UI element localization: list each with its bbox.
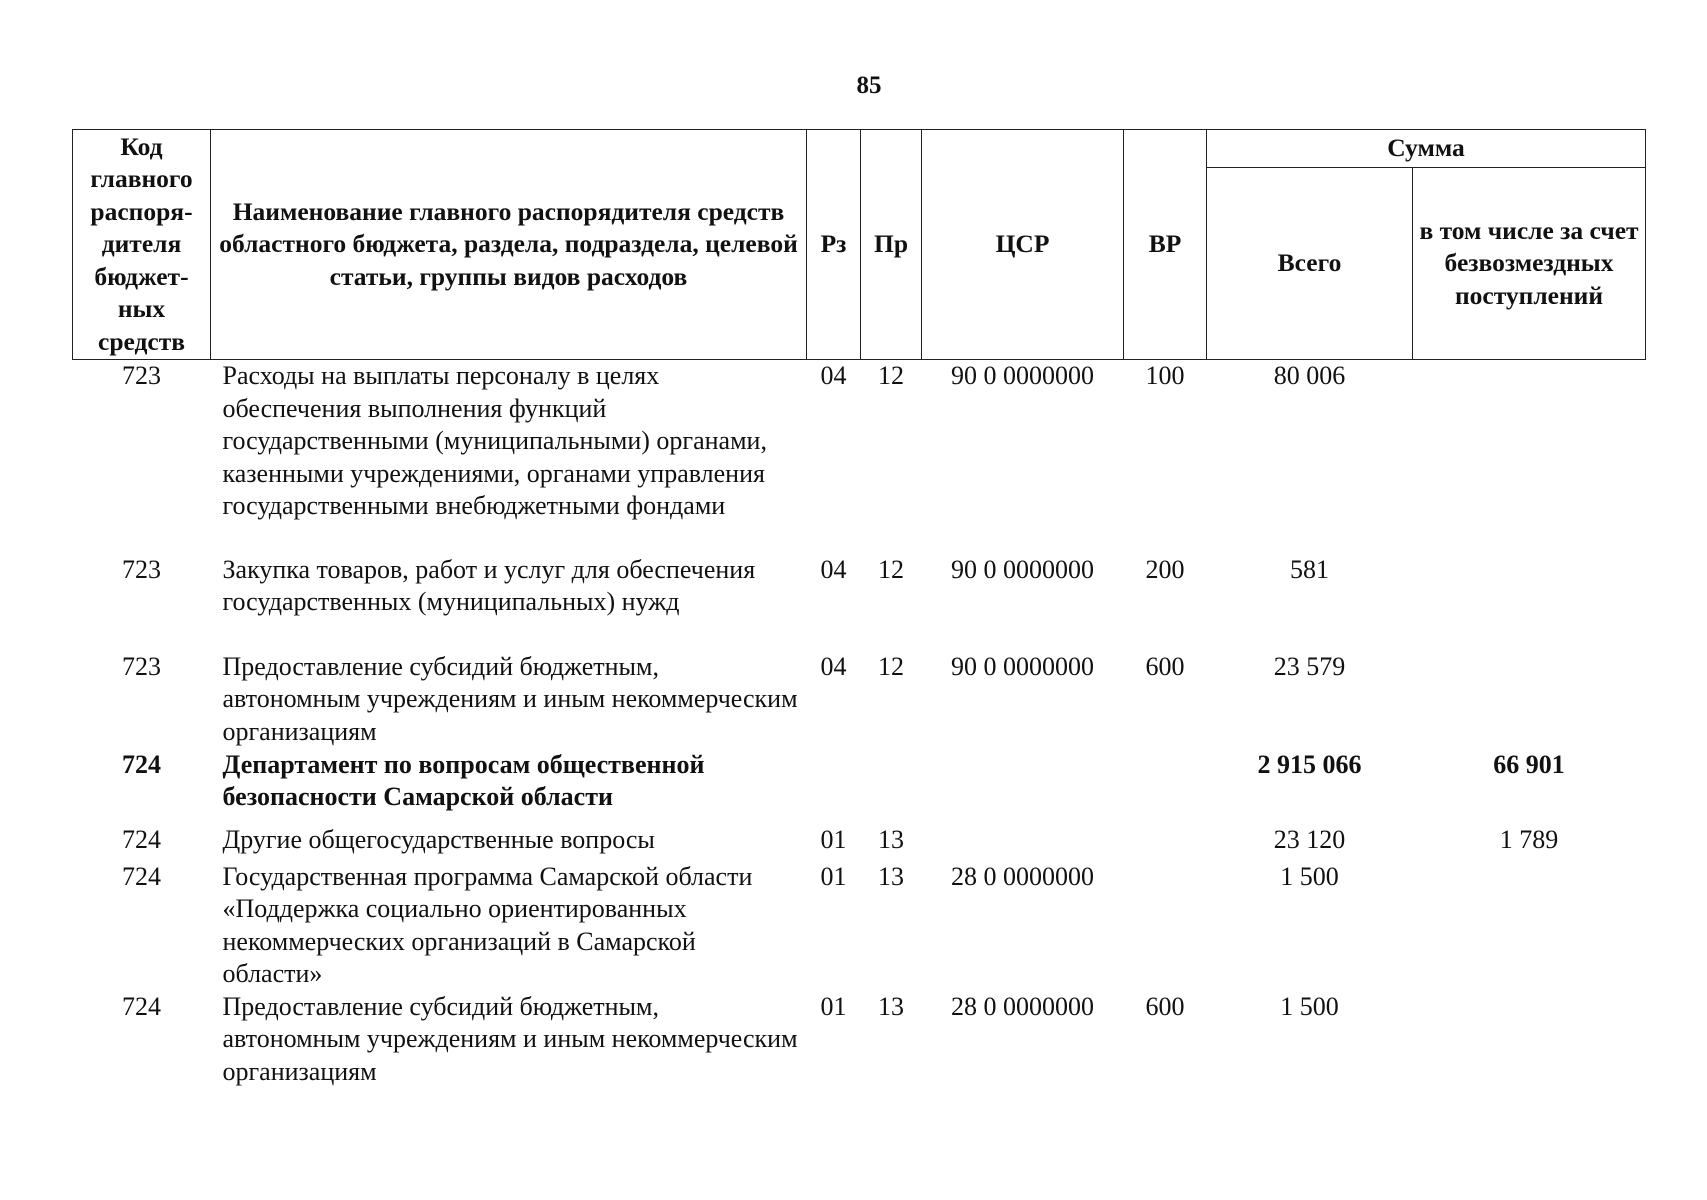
cell-total: 581 bbox=[1290, 554, 1329, 584]
cell-csr: 90 0 0000000 bbox=[951, 361, 1094, 390]
cell-name: Предоставление субсидий бюджетным, автономным учреждениям и иным некоммерческим организациям bbox=[222, 991, 798, 1086]
header-rz: Рз bbox=[807, 130, 861, 360]
cell-incl bbox=[1413, 861, 1646, 991]
header-pr: Пр bbox=[861, 130, 922, 360]
cell-vr bbox=[1124, 861, 1207, 991]
cell-name: Закупка товаров, работ и услуг для обеспечения государственных (муниципальных) нужд bbox=[222, 554, 756, 616]
cell-rz: 01 bbox=[820, 991, 847, 1021]
cell-incl bbox=[1413, 554, 1646, 651]
cell-code: 723 bbox=[122, 651, 161, 681]
cell-csr: 28 0 0000000 bbox=[951, 861, 1094, 891]
cell-total: 80 006 bbox=[1273, 361, 1346, 390]
table-header bbox=[73, 130, 1646, 360]
cell-vr bbox=[1124, 824, 1207, 861]
cell-vr: 200 bbox=[1145, 554, 1185, 584]
table-row bbox=[73, 824, 1646, 861]
budget-table bbox=[72, 129, 1646, 1091]
cell-rz: 04 bbox=[820, 361, 847, 390]
cell-vr: 100 bbox=[1145, 361, 1185, 390]
header-row-top bbox=[73, 130, 1646, 168]
table-body bbox=[73, 360, 1646, 1091]
header-csr: ЦСР bbox=[922, 130, 1124, 360]
cell-name: Расходы на выплаты персоналу в целях обеспечения выполнения функций государственными (муниципальными) органами, казенными учреждениями, органами управления государственными внебюджетными фондами bbox=[222, 361, 767, 520]
cell-code: 724 bbox=[122, 861, 161, 891]
cell-vr: 600 bbox=[1145, 991, 1185, 1021]
cell-csr bbox=[922, 749, 1124, 824]
cell-total: 23 579 bbox=[1273, 651, 1346, 681]
cell-csr bbox=[922, 824, 1124, 861]
cell-code: 724 bbox=[122, 749, 161, 779]
cell-name: Департамент по вопросам общественной безопасности Самарской области bbox=[222, 749, 705, 811]
cell-pr: 13 bbox=[878, 824, 904, 854]
table-row bbox=[73, 861, 1646, 991]
cell-total: 1 500 bbox=[1280, 991, 1339, 1021]
cell-pr bbox=[861, 749, 922, 824]
header-name: Наименование главного распорядителя средств областного бюджета, раздела, подраздела, целевой статьи, группы видов расходов bbox=[211, 130, 807, 360]
cell-rz: 01 bbox=[820, 861, 847, 891]
cell-name: Другие общегосударственные вопросы bbox=[222, 824, 655, 854]
cell-vr bbox=[1124, 749, 1207, 824]
cell-pr: 12 bbox=[878, 651, 904, 681]
cell-total: 2 915 066 bbox=[1257, 749, 1362, 779]
table-row bbox=[73, 554, 1646, 651]
cell-csr: 90 0 0000000 bbox=[951, 651, 1094, 681]
table-row-department bbox=[73, 749, 1646, 824]
table-row bbox=[73, 651, 1646, 749]
page-number: 85 bbox=[856, 72, 882, 99]
cell-rz bbox=[807, 749, 861, 824]
cell-incl: 1 789 bbox=[1499, 824, 1559, 854]
table-row bbox=[73, 991, 1646, 1091]
header-vr: ВР bbox=[1124, 130, 1207, 360]
cell-csr: 28 0 0000000 bbox=[951, 991, 1094, 1021]
cell-code: 723 bbox=[122, 554, 161, 584]
cell-total: 1 500 bbox=[1280, 861, 1339, 891]
cell-incl bbox=[1413, 991, 1646, 1091]
cell-code: 724 bbox=[122, 991, 161, 1021]
table-row bbox=[73, 360, 1646, 554]
cell-rz: 04 bbox=[820, 554, 847, 584]
cell-name: Предоставление субсидий бюджетным, автономным учреждениям и иным некоммерческим организациям bbox=[222, 651, 798, 746]
cell-code: 724 bbox=[122, 824, 161, 854]
header-total: Всего bbox=[1207, 168, 1413, 360]
cell-code: 723 bbox=[122, 361, 161, 390]
header-sum: Сумма bbox=[1207, 130, 1646, 168]
cell-vr: 600 bbox=[1145, 651, 1185, 681]
cell-incl bbox=[1413, 360, 1646, 554]
header-incl: в том числе за счет безвозмездных поступлений bbox=[1413, 168, 1646, 360]
cell-total: 23 120 bbox=[1273, 824, 1346, 854]
cell-pr: 12 bbox=[878, 361, 904, 390]
cell-pr: 13 bbox=[878, 991, 904, 1021]
cell-incl: 66 901 bbox=[1493, 749, 1565, 779]
cell-pr: 12 bbox=[878, 554, 904, 584]
cell-csr: 90 0 0000000 bbox=[951, 554, 1094, 584]
cell-rz: 04 bbox=[820, 651, 847, 681]
cell-name: Государственная программа Самарской области «Поддержка социально ориентированных некоммерческих организаций в Самарской области» bbox=[222, 861, 753, 988]
cell-incl bbox=[1413, 651, 1646, 749]
header-code: Код главного распоря-дителя бюджет-ных средств bbox=[73, 130, 211, 360]
cell-rz: 01 bbox=[820, 824, 847, 854]
cell-pr: 13 bbox=[878, 861, 904, 891]
